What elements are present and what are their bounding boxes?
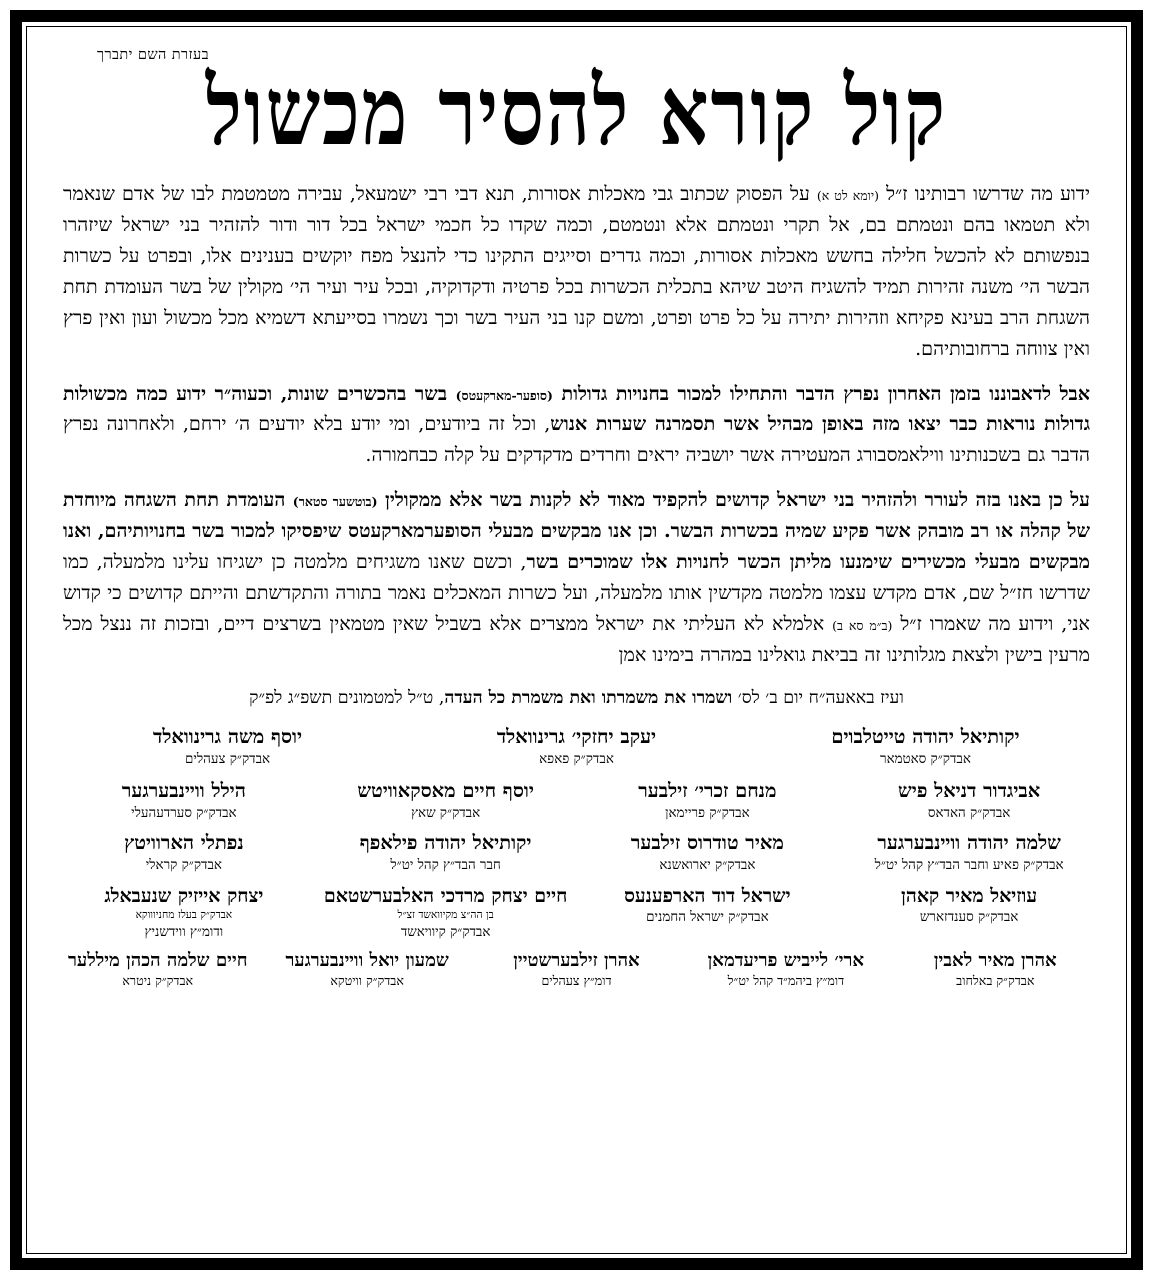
signatory-name: יקותיאל יהודה פילאפף — [359, 831, 532, 855]
signature-row — [53, 780, 1100, 822]
paragraph-1-text-a: ידוע מה שדרשו רבותינו ז״ל — [878, 182, 1090, 205]
signatory-name: אביגדור דניאל פיש — [898, 779, 1041, 803]
signatory-name: יוסף חיים מאסקאוויטש — [357, 779, 534, 803]
date-line — [53, 687, 1100, 708]
signatory — [472, 950, 681, 990]
signatory-title: אבדק״ק סאטמאר — [880, 751, 971, 767]
signatory-title: אבדק״ק קיוויאשד — [400, 925, 491, 941]
signatory-title: אבדק״ק פריימאן — [665, 806, 750, 822]
signatory-title: אבדק״ק סערדעהעלי — [131, 806, 237, 822]
signatory-name: נפתלי הארוויטץ — [124, 831, 244, 855]
signatory-name: אהרן מאיר לאבין — [933, 949, 1057, 971]
signatory — [402, 726, 751, 768]
signatory — [838, 832, 1100, 874]
paragraph-3 — [63, 485, 1090, 671]
paragraph-2 — [63, 379, 1090, 472]
signatory-title: אבדק״ק ישראל החמנים — [646, 910, 769, 926]
signatory — [53, 832, 315, 874]
paragraph-3-text-b: אלמלא לא העליתי את ישראל ממצרים אלא בשביל שאין מטמאין בשרצים דיים, ובזכות זה ננצל מכל מרעין בישין ולצאת מגלותינו זה בביאת גואלינו במהרה בימינו אמן — [63, 611, 1090, 666]
signatory — [838, 885, 1100, 927]
signatory-title: דומ״ץ צעהלים — [541, 973, 612, 989]
besiyata-dishmaya-header: בעזרת השם יתברך — [97, 47, 209, 63]
signatory-title: אבדק״ק באלחוב — [956, 973, 1035, 989]
signatories-block — [53, 726, 1100, 990]
signatory — [577, 780, 839, 822]
signatory — [315, 780, 577, 822]
signatory-name: יקותיאל יהודה טייטלבוים — [831, 724, 1020, 748]
signatory — [577, 832, 839, 874]
date-line-prefix: ועיז באאעה״ח יום ב׳ לס׳ — [732, 687, 904, 708]
signatory — [53, 885, 315, 942]
signatory-name: חיים יצחק מרדכי האלבערשטאם — [323, 884, 568, 907]
signature-row — [53, 885, 1100, 942]
signatory-title: אבדק״ק צעהלים — [185, 751, 271, 767]
signature-row — [53, 726, 1100, 768]
supermarket-parenthetical: (סופער-מארקעטס) — [455, 387, 553, 403]
paragraph-3-bold-b: העומדת תחת השגחה מיוחדת של קהלה או רב מובהק אשר פקיע שמיה בכשרות הבשר. — [63, 488, 1090, 543]
signatory-title: דומ״ץ ביהמ״ד קהל יט״ל — [727, 973, 845, 989]
signatory-title: אבדק״ק סענדזארש — [919, 910, 1019, 926]
paragraph-1-text-b: על הפסוק שכתוב גבי מאכלות אסורות, תנא דבי רבי ישמעאל, עבירה מטמטמת לבו של אדם שנאמר ולא תטמאו בהם ונטמתם בם, אל תקרי ונטמתם אלא ונטמטם, וכמה שקדו כל חכמי ישראל בכל דור ודור להזהיר בני ישראל שיזהרו בנפשותם לא להכשל חלילה בחשש מאכלות אסורות, וכמה גדרים וסייגים התקינו כדי להנצל מפח יוקשים בענינים אלו, ובפרט על כשרות הבשר הי׳ משנה זהירות תמיד להשגיח היטב שיהא בתכלית הכשרות בכל פרטיה ודקדוקיה, ובכל עיר ועיר הי׳ מקולין של בשר העומדת תחת השגחת הרב בעינא פקיחא וזהירות יתירה על כל פרט ופרט, ומשם קנו בני העיר בשר וכך נשמרו בסייעתא דשמיא מכל מכשול ועון ואין פרץ ואין צווחה ברחובותיהם. — [63, 182, 1090, 360]
signatory — [681, 950, 890, 990]
signatory-title: ודומ״ץ ווידשניץ — [144, 925, 224, 941]
signatory-name: הילל ווײנבערגער — [121, 779, 246, 803]
signatory-title: אבדק״ק קראלי — [145, 858, 222, 874]
signatory-name: מנחם זכרי׳ זילבער — [638, 779, 777, 803]
signatory-name: שמעון יואל ווײנבערגער — [285, 949, 449, 971]
butcher-store-parenthetical: (בוטשער סטאר) — [292, 494, 378, 510]
proclamation-body — [63, 179, 1090, 671]
signatory-name: שלמה יהודה ווײנבערגער — [877, 831, 1061, 855]
signatory — [315, 885, 577, 942]
signatory-title: אבדק״ק יארואשנא — [659, 858, 756, 874]
signatory-title: אבדק״ק בעלז מחניוווקא — [135, 909, 233, 922]
paragraph-3-text-a: , וכשם שאנו משגיחים מלמטה כן ישגיחו עלינו מלמעלה, כמו שדרשו חז״ל שם, אדם מקדש עצמו מלמטה מקדשין אותו מלמעלה, ועל כשרות המאכלים נאמר בתורה והתקדשתם והייתם קדושים כי קדוש אני, וידוע מה שאמרו ז״ל — [63, 550, 1090, 635]
signatory-title: אבדק״ק ניטרא — [122, 973, 194, 989]
signatory — [53, 726, 402, 768]
signatory-name: ישראל דוד הארפענעס — [624, 884, 791, 907]
signatory-title: אבדק״ק פאפא — [539, 751, 614, 767]
page-title: קול קורא להסיר מכשול — [205, 57, 948, 168]
signatory-name: מאיר טודרוס זילבער — [630, 831, 784, 855]
signatory — [751, 726, 1100, 768]
signatory — [315, 832, 577, 874]
signatory-title: אבדק״ק פאיע וחבר הבד״ץ קהל יט״ל — [874, 858, 1064, 874]
inner-border-frame — [26, 26, 1127, 1254]
signatory — [577, 885, 839, 927]
paragraph-2-bold-b: בשר בהכשרים שונות, וכעוה״ר ידוע כמה מכשולות גדולות נוראות כבר יצאו מזה באופן מבהיל אשר תסמרנה שערות אנוש — [63, 381, 1090, 436]
paragraph-1 — [63, 179, 1090, 365]
talmud-citation-yoma: (יומא לט א) — [816, 188, 879, 203]
signatory-title: אבדק״ק האדאס — [927, 806, 1011, 822]
talmud-citation-bava-metzia: (ב״מ סא ב) — [832, 617, 893, 633]
signatory-name: חיים שלמה הכהן מיללער — [67, 949, 248, 971]
outer-border-frame — [10, 10, 1143, 1270]
date-line-parsha: ושמרו את משמרתו ואת משמרת כל העדה — [444, 687, 733, 708]
paragraph-3-bold-a: על כן באנו בזה לעורר ולהזהיר בני ישראל קדושים להקפיד מאוד לא לקנות בשר אלא ממקולין — [377, 488, 1090, 512]
signatory — [262, 950, 471, 990]
signatory — [53, 950, 262, 990]
paragraph-3-bold-c: וכן אנו מבקשים מבעלי הסופערמארקעטס שיפסיקו למכור בשר בחנויותיהם, ואנו מבקשים מבעלי מכשירים שימנעו מליתן הכשר לחנויות אלו שמוכרים בשר — [63, 519, 1090, 574]
paragraph-2-text: , וכל זה ביודעים, ומי יודע בלא יודעים ה׳ ירחם, ולאחרונה נפרץ הדבר גם בשכנותינו ווילאמסבורג המעטירה אשר יושביה יראים וחרדים מדקדקים על קלה כבחמורה. — [63, 412, 1090, 467]
signatory-name: ארי׳ לייביש פריעדמאן — [707, 949, 865, 971]
signatory-name: יצחק אייזיק שנעבאלג — [104, 884, 264, 907]
signature-row — [53, 950, 1100, 990]
signatory-name: יעקב יחזקי׳ גרינוואלד — [496, 724, 657, 748]
paragraph-2-bold-a: אבל לדאבוננו בזמן האחרון נפרץ הדבר והתחילו למכור בחנויות גדולות — [552, 381, 1090, 405]
signatory-name: עוזיאל מאיר קאהן — [901, 884, 1038, 907]
signature-row — [53, 832, 1100, 874]
signatory-title: בן הה״צ מקיוואשד זצ״ל — [397, 909, 494, 922]
signatory — [838, 780, 1100, 822]
signatory-title: אבדק״ק שאץ — [411, 806, 481, 822]
signatory — [891, 950, 1100, 990]
signatory-name: יוסף משה גרינוואלד — [153, 724, 303, 748]
signatory — [53, 780, 315, 822]
signatory-title: אבדק״ק וויטקא — [330, 973, 404, 989]
signatory-name: אהרן זילבערשטיין — [513, 949, 640, 971]
date-line-suffix: , ט״ל למטמונים תשפ״ג לפ״ק — [249, 687, 445, 708]
signatory-title: חבר הבד״ץ קהל יט״ל — [390, 858, 501, 874]
